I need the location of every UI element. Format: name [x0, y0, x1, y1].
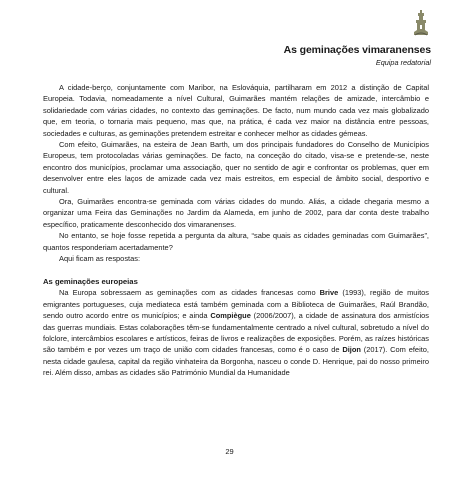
- section-heading: As geminações europeias: [43, 276, 138, 286]
- article-title: As geminações vimaranenses: [283, 44, 431, 56]
- article-body: [43, 82, 429, 379]
- paragraph-1: A cidade-berço, conjuntamente com Maribor, na Eslováquia, partilharam em 2012 a distinção de Capital Europeia. Todavia, nomeadamente a nível Cultural, Guimarães mantém relações de amizade, intercâmbio e solidariedade com várias cidades, no contexto das geminações. De facto, num mundo cada vez mais globalizado que, em teoria, o tornaria mais pequeno, mas que, na prática, é cada vez maior na distância entre pessoas, sociedades e culturas, as geminações pretendem estreitar e conhecer melhor as cidades gémeas.: [43, 83, 429, 138]
- castle-logo-icon: [411, 8, 431, 38]
- paragraph-5: Aqui ficam as respostas:: [59, 254, 141, 264]
- article-author: Equipa redatorial: [375, 58, 431, 67]
- page-number: 29: [225, 447, 234, 456]
- city-compiegue: Compiègue: [210, 311, 251, 321]
- city-dijon: Dijon: [342, 345, 361, 355]
- paragraph-4: No entanto, se hoje fosse repetida a pergunta da altura, “sabe quais as cidades geminadas com Guimarães”, quantos responderiam acertadamente?: [43, 231, 429, 252]
- paragraph-3: Ora, Guimarães encontra-se geminada com várias cidades do mundo. Aliás, a cidade chegaria mesmo a organizar uma Feira das Geminações no Jardim da Alameda, em junho de 2002, para dar conta deste trabalho específico, praticamente desconhecido dos vimaranenses.: [43, 197, 429, 229]
- city-brive: Brive: [319, 288, 339, 298]
- paragraph-2: Com efeito, Guimarães, na esteira de Jean Barth, um dos principais fundadores do Conselho de Municípios Europeus, tem protocoladas várias geminações. De facto, na conceção do citado, visa-se e pretende-se, neste encontro dos municípios, proclamar uma associação, quer no sentido de agir e confrontar os problemas, quer em desenvolver entre eles laços de amizade cada vez mais estreitos, em especial de âmbito social, desportivo e cultural.: [43, 140, 429, 195]
- section-paragraph-1: Na Europa sobressaem as geminações com as cidades francesas como Brive (1993), região de muitos emigrantes portugueses, cuja mediateca está também geminada com a Biblioteca de Guimarães, Raúl Brandão, sendo outro acordo entre os municípios; e ainda Compiègue (2006/2007), a cidade de assinatura dos armistícios das guerras mundiais. Estas colaborações têm-se fundamentalmente centrado a nível cultural, sobretudo a nível do folclore, intercâmbios escolares e artísticos, feiras de livros e realizações de exposições. Porém, as raízes históricas são também e por vezes um traço de união com cidades francesas, como é o caso de Dijon (2017). Com efeito, nesta cidade gaulesa, capital da região vinhateira da Borgonha, nasceu o conde D. Henrique, pai do nosso primeiro rei. Além disso, ambas as cidades são Património Mundial da Humanidade: [43, 288, 429, 378]
